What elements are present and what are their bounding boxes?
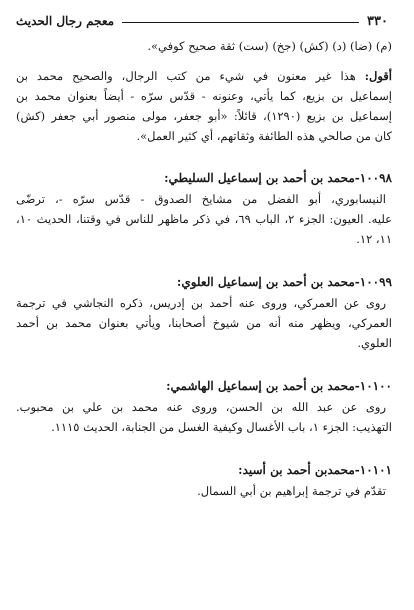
entry-number: ١٠١٠٠- — [354, 379, 392, 393]
running-title: معجم رجال الحديث — [16, 14, 115, 28]
entry-name: محمد بن أحمد بن إسماعيل العلوي: — [176, 275, 355, 289]
note-paragraph-line: إسماعيل بن بزيع، كما يأتي، وعنونه - قدّس سرّه - أيضاً بعنوان محمد بن — [16, 89, 392, 103]
entry-heading — [16, 167, 392, 189]
entry-text-line: روى عن العمركي، وروى عنه أحمد بن إدريس، ذكره النجاشي في ترجمة — [16, 296, 387, 310]
entry-text-line: ١١، ١٢. — [356, 232, 392, 246]
note-paragraph-line — [16, 66, 392, 86]
header-rule — [122, 22, 359, 23]
page-number: ٣٣٠ — [367, 13, 388, 29]
page-header — [16, 10, 388, 32]
entry-number: ١٠٠٩٩- — [354, 275, 392, 289]
entry-text-line: روى عن عبد الله بن الحسن، وروى عنه محمد بن علي بن محبوب. — [16, 400, 386, 414]
note-label: أقول: — [364, 69, 392, 83]
entry-text-line: عليه. العيون: الجزء ٢، الباب ٦٩، في ذكر ماظهر للناس في وقتنا، الحديث ١٠، — [16, 212, 392, 226]
entry-number: ١٠٠٩٨- — [354, 171, 392, 185]
entry-text-line: التهذيب: الجزء ١، باب الأغسال وكيفية الغسل من الجنابة، الحديث ١١١٥. — [51, 420, 392, 434]
page-body — [16, 36, 392, 501]
note-text: هذا غير معنون في شيء من كتب الرجال، والصحيح محمد بن — [16, 69, 356, 83]
entry-heading — [16, 459, 392, 481]
entry-number: ١٠١٠١- — [354, 463, 392, 477]
entry-text-line: النيسابوري، أبو الفضل من مشايخ الصدوق - قدّس سرّه -، ترضّى — [16, 192, 386, 206]
intro-line: (م) (ضا) (د) (كش) (جخ) (ست) ثقة صحيح كوفي». — [147, 39, 392, 53]
entry-text-line: العمركي، ويظهر منه أنه من شيوخ أصحابنا، ويأتي بعنوان محمد بن أحمد — [16, 316, 392, 330]
entry-text-line: تقدّم في ترجمة إبراهيم بن أبي السمال. — [197, 484, 386, 498]
entry-name: محمد بن أحمد بن إسماعيل السليطي: — [164, 171, 355, 185]
entry-name: محمدبن أحمد بن أسيد: — [238, 463, 355, 477]
entry-text-line: العلوي. — [357, 336, 392, 350]
note-paragraph-line: كان من صالحي هذه الطائفة وثقاتهم، أي كثير العمل». — [136, 129, 392, 143]
entry-heading — [16, 271, 392, 293]
note-paragraph-line: إسماعيل بن بزيع (١٢٩٠)، قائلاً: «أبو جعفر، مولى منصور أبي جعفر (كش) — [16, 109, 392, 123]
entry-heading — [16, 375, 392, 397]
entry-name: محمد بن أحمد بن إسماعيل الهاشمي: — [166, 379, 355, 393]
